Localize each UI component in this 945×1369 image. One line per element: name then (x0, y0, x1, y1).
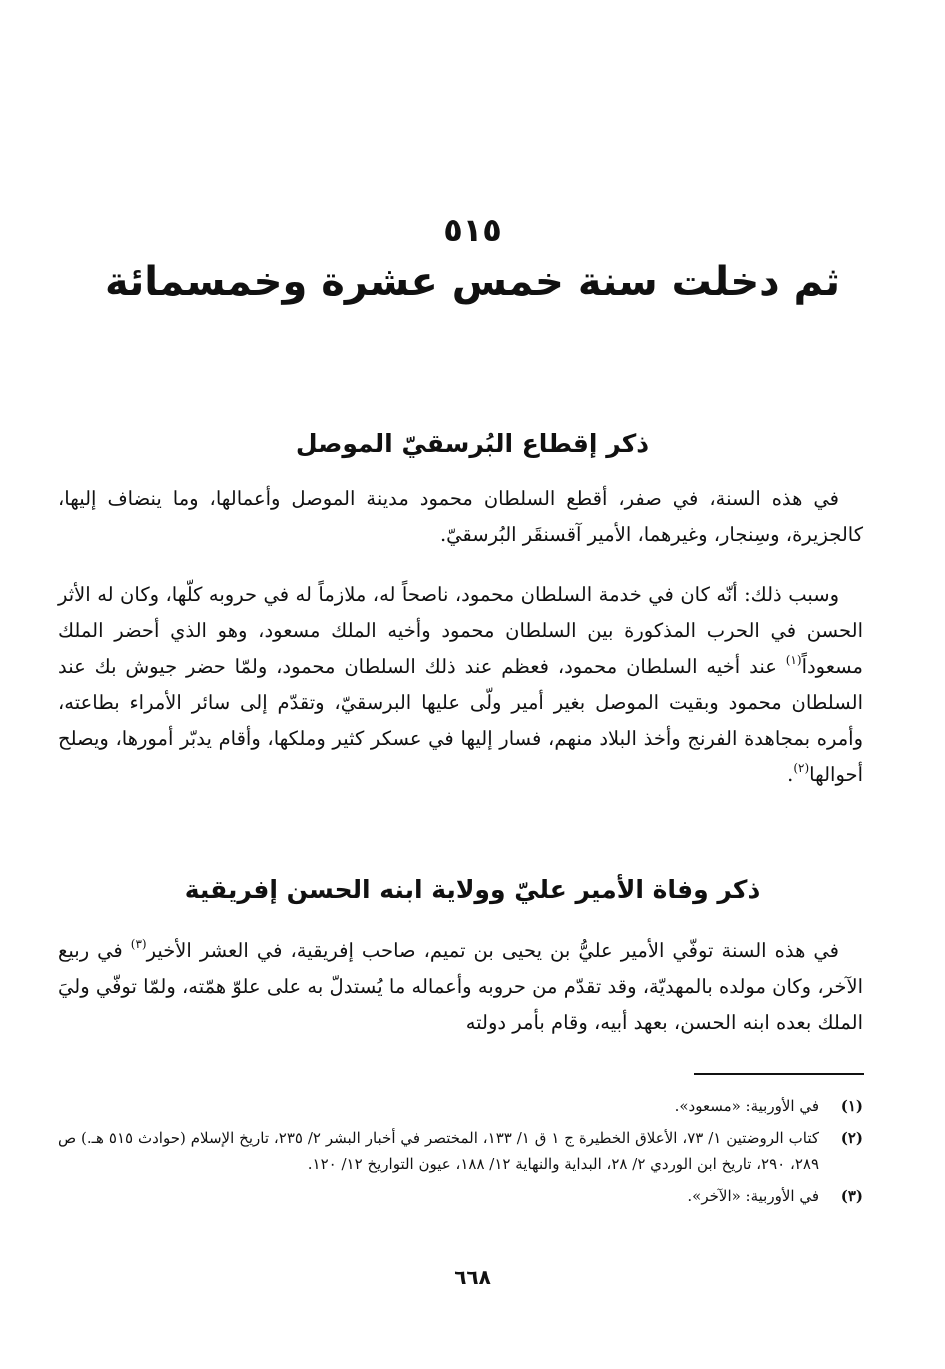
footnote-separator (694, 1073, 864, 1075)
footnotes (58, 1093, 863, 1215)
footnote-text: في الأوربية: «الآخر». (687, 1187, 819, 1205)
section-heading-bursuqi: ذكر إقطاع البُرسقيّ الموصل (295, 429, 650, 458)
footnote-ref-1: (١) (785, 653, 802, 667)
paragraph-text: في هذه السنة توفّي الأمير عليُّ بن يحيى بن تميم، صاحب إفريقية، في العشر الأخير (146, 939, 839, 962)
paragraph-text: وسبب ذلك: أنّه كان في خدمة السلطان محمود، ناصحاً له، ملازماً له في حروبه كلّها، وكان له الأثر الحسن في الحرب المذكورة بين السلطان محمود وأخيه الملك مسعود، وهو الذي أحضر الملك مسعوداً (58, 583, 863, 678)
paragraph-bursuqi-intro: في هذه السنة، في صفر، أقطع السلطان محمود مدينة الموصل وأعمالها، وما ينضاف إليها، كالجزيرة، وسِنجار، وغيرهما، الأمير آقسنقَر البُرسقيّ. (58, 487, 863, 546)
paragraph-text: في ربيع الآخر، وكان مولده بالمهديّة، وقد تقدّم من حروبه وأعماله ما يُستدلّ به على علوّ همّته، ولمّا توفّي وليَ الملك بعده ابنه الحسن، بعهد أبيه، وقام بأمر دولته (58, 939, 863, 1034)
footnote-number: (٢) (840, 1129, 863, 1147)
paragraph-text: عند أخيه السلطان محمود، فعظم عند ذلك السلطان محمود، ولمّا حضر جيوش بك عند السلطان محمود وبقيت الموصل بغير أمير ولّى عليها البرسقيّ، وتقدّم إلى سائر الأمراء بطاعته، وأمره بمجاهدة الفرنج وأخذ البلاد منهم، فسار إليها في عسكر كثير وملكها، وأقام يدبّر أمورها، ويصلح أحوالها (58, 655, 863, 786)
paragraph-end: . (787, 763, 794, 786)
section-heading-ali-death: ذكر وفاة الأمير عليّ وولاية ابنه الحسن إفريقية (184, 875, 761, 904)
footnote-ref-3: (٣) (130, 937, 147, 951)
footnote-2 (58, 1125, 863, 1177)
paragraph-bursuqi-reason (58, 577, 863, 793)
paragraph-ali-death (58, 933, 863, 1041)
footnote-text: كتاب الروضتين ١/ ٧٣، الأعلاق الخطيرة ج ١ ق ١/ ١٣٣، المختصر في أخبار البشر ٢/ ٢٣٥، تاريخ الإسلام (حوادث ٥١٥ هـ.) ص ٢٨٩، ٢٩٠، تاريخ ابن الوردي ٢/ ٢٨، البداية والنهاية ١٢/ ١٨٨، عيون التواريخ ١٢/ ١٢٠. (58, 1129, 819, 1173)
footnote-number: (١) (840, 1097, 863, 1115)
footnote-1 (58, 1093, 863, 1119)
year-number: ٥١٥ (443, 211, 502, 249)
page-number: ٦٦٨ (454, 1265, 491, 1289)
footnote-number: (٣) (840, 1187, 863, 1205)
chapter-title: ثم دخلت سنة خمس عشرة وخمسمائة (105, 259, 840, 305)
footnote-ref-2: (٢) (793, 761, 810, 775)
footnote-3 (58, 1183, 863, 1209)
footnote-text: في الأوربية: «مسعود». (674, 1097, 819, 1115)
